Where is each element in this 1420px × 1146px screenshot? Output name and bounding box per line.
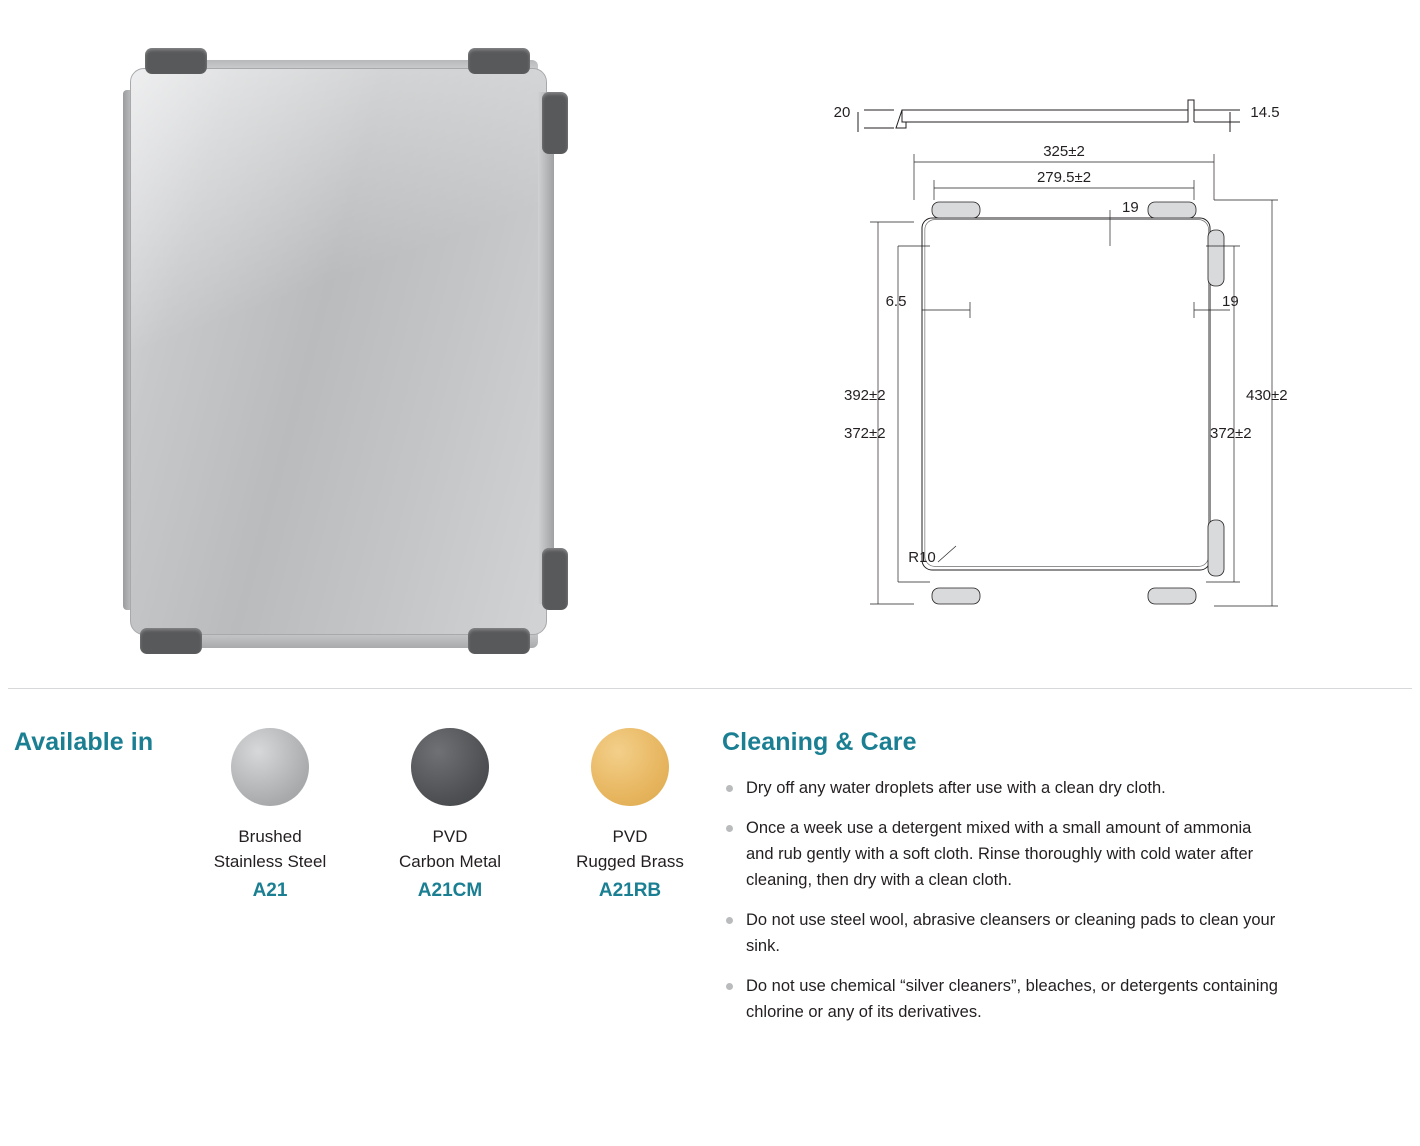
dim-corner-offset: 6.5 xyxy=(885,293,907,310)
finish-color-dot-carbon xyxy=(411,728,489,806)
finish-swatch-a21rb[interactable] xyxy=(540,728,720,902)
dim-overall-width: 325±2 xyxy=(1043,143,1085,160)
available-in-heading: Available in xyxy=(14,728,154,756)
cleaning-care-heading: Cleaning & Care xyxy=(722,728,917,756)
dim-tab-width-right: 19 xyxy=(1222,293,1239,310)
cleaning-care-section xyxy=(722,728,1282,1039)
dim-side-right: 14.5 xyxy=(1250,104,1280,121)
finish-swatch-list xyxy=(180,728,720,902)
dim-right-inner-height: 372±2 xyxy=(1210,425,1252,442)
side-clip-right-top xyxy=(542,92,568,154)
finish-color-dot-steel xyxy=(231,728,309,806)
finish-name-line2: Stainless Steel xyxy=(213,852,327,871)
product-image xyxy=(120,30,590,670)
side-clip-right-bottom xyxy=(542,548,568,610)
product-basin xyxy=(130,68,547,635)
corner-clip-top-right xyxy=(468,48,530,74)
corner-clip-top-left xyxy=(145,48,207,74)
finish-swatch-a21cm[interactable] xyxy=(360,728,540,902)
finish-name-line2: Carbon Metal xyxy=(398,852,502,871)
dim-tab-width-top: 19 xyxy=(1122,199,1139,216)
finish-swatch-a21[interactable] xyxy=(180,728,360,902)
finish-code: A21RB xyxy=(598,880,662,901)
finish-name-line2: Rugged Brass xyxy=(576,852,684,871)
finish-code: A21CM xyxy=(417,880,483,901)
dim-side-left: 20 xyxy=(833,104,851,121)
dim-corner-radius: R10 xyxy=(908,549,936,566)
dim-left-outer-height: 392±2 xyxy=(844,387,886,404)
dim-inner-width: 279.5±2 xyxy=(1036,169,1092,186)
section-divider xyxy=(8,688,1412,689)
list-item: Dry off any water droplets after use with a clean dry cloth. xyxy=(722,775,1282,801)
corner-clip-bottom-right xyxy=(468,628,530,654)
dim-left-inner-height: 372±2 xyxy=(844,425,886,442)
list-item: Do not use steel wool, abrasive cleansers or cleaning pads to clean your sink. xyxy=(722,907,1282,959)
corner-clip-bottom-left xyxy=(140,628,202,654)
dim-right-outer-height: 430±2 xyxy=(1246,387,1288,404)
finish-code: A21 xyxy=(252,880,288,901)
finish-name-line1: PVD xyxy=(432,827,468,846)
list-item: Once a week use a detergent mixed with a small amount of ammonia and rub gently with a soft cloth. Rinse thoroughly with cold water after cleaning, then dry with a clean cloth. xyxy=(722,815,1282,893)
product-right-rim xyxy=(538,92,554,604)
technical-drawing xyxy=(810,70,1350,650)
finish-name-line1: PVD xyxy=(612,827,648,846)
finish-color-dot-brass xyxy=(591,728,669,806)
finish-name-line1: Brushed xyxy=(238,827,302,846)
list-item: Do not use chemical “silver cleaners”, bleaches, or detergents containing chlorine or any of its derivatives. xyxy=(722,973,1282,1025)
cleaning-care-list xyxy=(722,775,1282,1025)
